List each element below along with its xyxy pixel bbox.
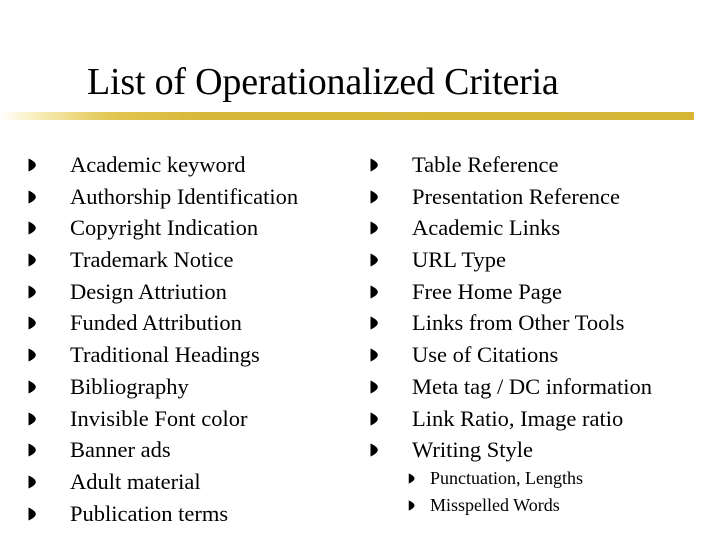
- criteria-item-label: Bibliography: [70, 373, 189, 399]
- criteria-item-label: Banner ads: [70, 437, 171, 463]
- criteria-item-label: Copyright Indication: [70, 215, 259, 241]
- sub-criteria-item-label: Punctuation, Lengths: [430, 468, 583, 488]
- wedge-bullet-icon: [408, 500, 415, 511]
- criteria-item-label: Academic Links: [412, 215, 561, 241]
- wedge-bullet-icon: [370, 253, 378, 267]
- wedge-bullet-icon: [370, 443, 378, 457]
- sub-criteria-item-label: Misspelled Words: [430, 495, 560, 515]
- wedge-bullet-icon: [28, 348, 36, 362]
- criteria-item: [370, 149, 652, 181]
- wedge-bullet-icon: [28, 316, 36, 330]
- wedge-bullet-icon: [408, 473, 415, 484]
- slide-title: List of Operationalized Criteria: [87, 61, 559, 103]
- wedge-bullet-icon: [370, 316, 378, 330]
- criteria-item: [28, 434, 298, 466]
- criteria-item: [28, 212, 298, 244]
- criteria-item: [370, 276, 652, 308]
- criteria-item: [370, 181, 652, 213]
- criteria-item-label: Academic keyword: [70, 152, 246, 177]
- criteria-item: [370, 307, 652, 339]
- left-criteria-list: [28, 149, 298, 529]
- criteria-item-label: Free Home Page: [412, 278, 562, 304]
- criteria-item: [28, 244, 298, 276]
- criteria-item-label: Links from Other Tools: [412, 310, 625, 336]
- criteria-item: [28, 307, 298, 339]
- wedge-bullet-icon: [370, 348, 378, 362]
- wedge-bullet-icon: [370, 158, 378, 172]
- criteria-item-label: Authorship Identification: [70, 183, 299, 209]
- criteria-item-label: Publication terms: [70, 500, 229, 526]
- criteria-item: [28, 466, 298, 498]
- criteria-item: [28, 498, 298, 530]
- criteria-item: [370, 212, 652, 244]
- criteria-item-label: Funded Attribution: [70, 310, 242, 336]
- wedge-bullet-icon: [28, 158, 36, 172]
- criteria-item-label: Use of Citations: [412, 342, 559, 368]
- writing-style-sublist: [408, 465, 583, 519]
- criteria-item: [28, 276, 298, 308]
- wedge-bullet-icon: [28, 190, 36, 204]
- criteria-item: [370, 244, 652, 276]
- criteria-item: [28, 403, 298, 435]
- wedge-bullet-icon: [370, 380, 378, 394]
- wedge-bullet-icon: [28, 380, 36, 394]
- criteria-item-label: Trademark Notice: [70, 247, 234, 273]
- criteria-item-label: Presentation Reference: [412, 183, 621, 209]
- right-criteria-list: [370, 149, 652, 466]
- criteria-item-label: Table Reference: [412, 152, 559, 177]
- sub-criteria-item: [408, 492, 583, 519]
- wedge-bullet-icon: [370, 412, 378, 426]
- criteria-item: [28, 181, 298, 213]
- criteria-item: [28, 339, 298, 371]
- criteria-item: [28, 149, 298, 181]
- wedge-bullet-icon: [28, 221, 36, 235]
- criteria-item: [370, 403, 652, 435]
- criteria-item: [370, 339, 652, 371]
- criteria-item: [28, 371, 298, 403]
- wedge-bullet-icon: [28, 285, 36, 299]
- wedge-bullet-icon: [370, 190, 378, 204]
- criteria-item-label: Traditional Headings: [70, 342, 260, 368]
- wedge-bullet-icon: [370, 221, 378, 235]
- wedge-bullet-icon: [28, 475, 36, 489]
- criteria-item-label: Writing Style: [412, 437, 533, 463]
- criteria-item-label: Meta tag / DC information: [412, 373, 652, 399]
- criteria-item-label: URL Type: [412, 247, 507, 273]
- wedge-bullet-icon: [28, 253, 36, 267]
- criteria-item: [370, 434, 652, 466]
- wedge-bullet-icon: [370, 285, 378, 299]
- sub-criteria-item: [408, 465, 583, 492]
- criteria-item-label: Adult material: [70, 468, 201, 494]
- wedge-bullet-icon: [28, 507, 36, 521]
- wedge-bullet-icon: [28, 412, 36, 426]
- wedge-bullet-icon: [28, 443, 36, 457]
- criteria-item-label: Link Ratio, Image ratio: [412, 405, 624, 431]
- criteria-item-label: Design Attriution: [70, 278, 227, 304]
- criteria-item: [370, 371, 652, 403]
- title-underline-rule: [0, 112, 694, 120]
- criteria-item-label: Invisible Font color: [70, 405, 248, 431]
